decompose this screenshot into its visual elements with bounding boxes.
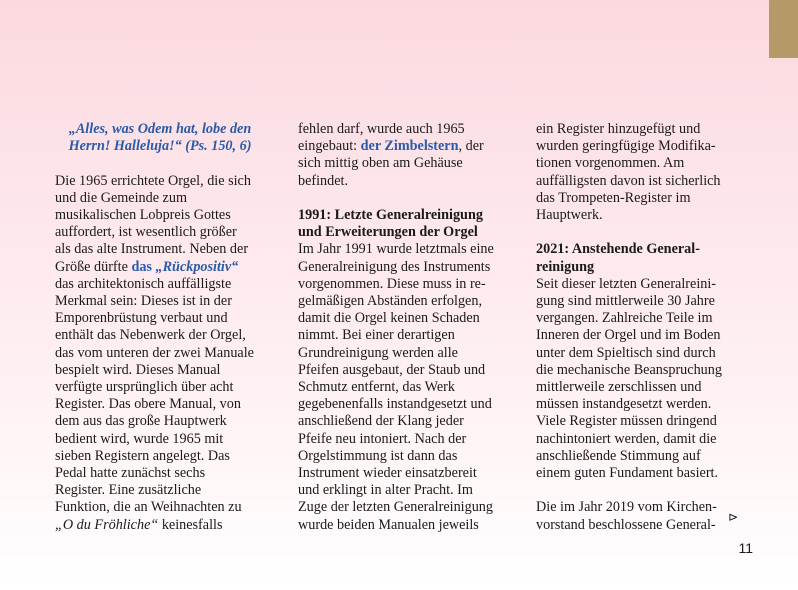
text-line: als das alte Instrument. Neben der bbox=[55, 241, 249, 258]
text-line: Orgelstimmung ist dann das bbox=[298, 447, 458, 464]
text-line: Die 1965 errichtete Orgel, die sich bbox=[55, 172, 251, 189]
text-line: gelmäßigen Abständen erfolgen, bbox=[298, 293, 482, 310]
text-line: Merkmal sein: Dieses ist in der bbox=[55, 293, 232, 310]
text-line: anschließend der Klang jeder bbox=[298, 413, 464, 430]
section-heading-2021: 2021: Anstehende General- bbox=[536, 241, 700, 258]
continue-arrow-icon: ⊳ bbox=[728, 510, 739, 524]
text-line bbox=[298, 138, 505, 155]
text-line: dem aus das große Hauptwerk bbox=[55, 413, 227, 430]
page-number: 11 bbox=[738, 540, 753, 556]
text-fragment: keinesfalls bbox=[158, 516, 223, 533]
column-2 bbox=[298, 121, 505, 534]
text-line: die mechanische Beanspruchung bbox=[536, 361, 722, 378]
text-line: das architektonisch auffälligste bbox=[55, 275, 232, 292]
text-line: damit die Orgel keinen Schaden bbox=[298, 310, 480, 327]
quote-line: Herrn! Halleluja!“ (Ps. 150, 6) bbox=[68, 138, 252, 155]
text-line: nimmt. Bei einer derartigen bbox=[298, 327, 455, 344]
text-line: Pedal hatte zunächst sechs bbox=[55, 465, 206, 482]
text-line bbox=[55, 517, 265, 534]
text-line: Instrument wieder einsatzbereit bbox=[298, 465, 477, 482]
text-line: Pfeife neu intoniert. Nach der bbox=[298, 430, 467, 447]
text-line: Viele Register müssen dringend bbox=[536, 413, 717, 430]
text-line: Emporenbrüstung verbaut und bbox=[55, 310, 228, 327]
text-line: befindet. bbox=[298, 172, 349, 189]
text-line: verfügte ursprünglich über acht bbox=[55, 379, 234, 396]
text-line: auffordert, ist wesentlich größer bbox=[55, 224, 237, 241]
text-line: das Trompeten-Register im bbox=[536, 189, 691, 206]
text-fragment: , der bbox=[458, 138, 484, 155]
text-line: Hauptwerk. bbox=[536, 207, 603, 224]
text-line: Register. Eine zusätzliche bbox=[55, 482, 202, 499]
text-fragment: Größe dürfte bbox=[55, 258, 132, 275]
text-line: gegebenenfalls instandgesetzt und bbox=[298, 396, 492, 413]
quote-line: „Alles, was Odem hat, lobe den bbox=[68, 121, 252, 137]
text-line: wurden geringfügige Modifika- bbox=[536, 138, 716, 155]
text-line: gung sind mittlerweile 30 Jahre bbox=[536, 293, 715, 310]
column-1 bbox=[55, 121, 265, 534]
text-line: fehlen darf, wurde auch 1965 bbox=[298, 121, 465, 137]
rueckpositiv-article: das bbox=[131, 258, 156, 275]
text-line: und erklingt in alter Pracht. Im bbox=[298, 482, 473, 499]
text-line: Grundreinigung werden alle bbox=[298, 344, 458, 361]
text-line: Inneren der Orgel und im Boden bbox=[536, 327, 721, 344]
column-3 bbox=[536, 121, 739, 534]
text-line: und die Gemeinde zum bbox=[55, 189, 187, 206]
section-heading-1991: 1991: Letzte Generalreinigung bbox=[298, 207, 483, 223]
text-line: ein Register hinzugefügt und bbox=[536, 121, 701, 137]
text-line: musikalischen Lobpreis Gottes bbox=[55, 207, 231, 223]
text-line: Funktion, die an Weihnachten zu bbox=[55, 499, 242, 516]
text-line: Die im Jahr 2019 vom Kirchen- bbox=[536, 499, 717, 516]
text-line: vergangen. Zahlreiche Teile im bbox=[536, 310, 713, 327]
text-line: nachintoniert werden, damit die bbox=[536, 430, 717, 447]
text-line: Zuge der letzten Generalreinigung bbox=[298, 499, 493, 516]
text-line: einem guten Fundament basiert. bbox=[536, 465, 719, 482]
page-tab-marker bbox=[769, 0, 798, 58]
text-line: Generalreinigung des Instruments bbox=[298, 258, 491, 275]
text-line: anschließende Stimmung auf bbox=[536, 447, 701, 464]
zimbelstern-term: der Zimbelstern bbox=[360, 138, 459, 155]
text-line: Im Jahr 1991 wurde letztmals eine bbox=[298, 241, 494, 258]
section-heading-2021-cont: reinigung bbox=[536, 258, 595, 275]
text-line bbox=[55, 259, 265, 276]
text-line: Register. Das obere Manual, von bbox=[55, 396, 241, 413]
text-line: das vom unteren der zwei Manuale bbox=[55, 344, 254, 361]
text-line: sich mittig oben am Gehäuse bbox=[298, 155, 463, 172]
text-line: müssen instandgesetzt werden. bbox=[536, 396, 712, 413]
text-line: bedient wird, wurde 1965 mit bbox=[55, 430, 224, 447]
song-title: „O du Fröhliche“ bbox=[55, 516, 159, 533]
text-line: Schmutz entfernt, das Werk bbox=[298, 379, 455, 396]
text-line: sieben Registern angelegt. Das bbox=[55, 447, 230, 464]
section-heading-1991-cont: und Erweiterungen der Orgel bbox=[298, 224, 478, 241]
rueckpositiv-term: „Rückpositiv“ bbox=[155, 258, 239, 275]
text-line: tionen vorgenommen. Am bbox=[536, 155, 685, 172]
text-line: vorstand beschlossene General- bbox=[536, 516, 716, 533]
text-line: unter dem Spieltisch sind durch bbox=[536, 344, 716, 361]
text-line: enthält das Nebenwerk der Orgel, bbox=[55, 327, 246, 344]
text-fragment: eingebaut: bbox=[298, 138, 361, 155]
text-line: auffälligsten davon ist sicherlich bbox=[536, 172, 721, 189]
text-line: Seit dieser letzten Generalreini- bbox=[536, 275, 717, 292]
text-line: Pfeifen ausgebaut, der Staub und bbox=[298, 361, 486, 378]
psalm-quote bbox=[55, 121, 265, 155]
text-line: vorgenommen. Diese muss in re- bbox=[298, 275, 486, 292]
text-line: mittlerweile zerschlissen und bbox=[536, 379, 702, 396]
text-line: wurde beiden Manualen jeweils bbox=[298, 516, 479, 533]
text-line: bespielt wird. Dieses Manual bbox=[55, 361, 221, 378]
